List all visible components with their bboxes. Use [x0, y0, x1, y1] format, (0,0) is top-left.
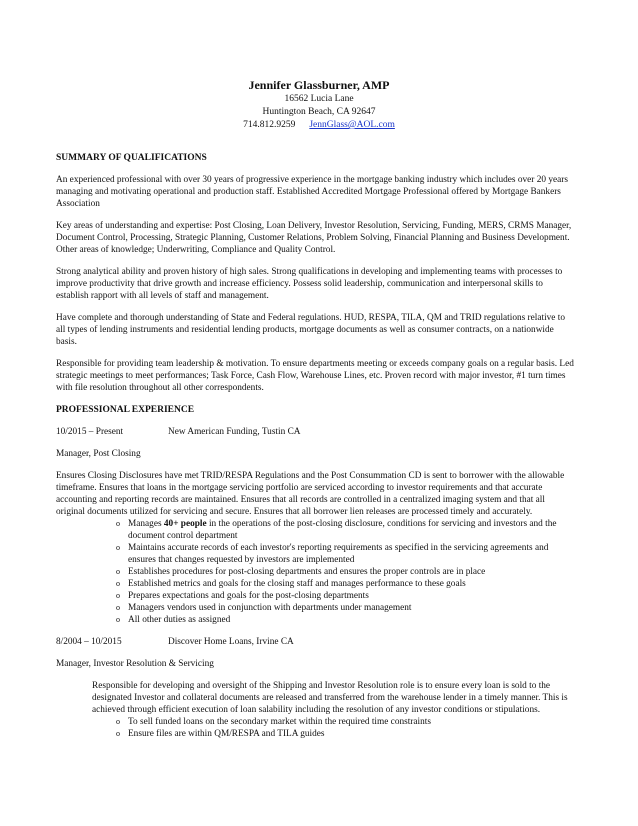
street-address: 16562 Lucia Lane [284, 94, 354, 104]
list-item: o Manages 40+ people in the operations of the post-closing disclosure, conditions for servicing and investors and the document control department [116, 519, 557, 541]
bullet-marker: o [116, 615, 120, 624]
job-summary: Responsible for developing and oversight of the Shipping and Investor Resolution role is to ensure every loan is sold to the designated Investor and collateral documents are released and transferred from the warehouse lender in a timely manner. This is achieved through efficient execution of loan salability including the resolution of any investor conditions or stipulations. [92, 681, 568, 715]
job-role: Manager, Post Closing [56, 449, 141, 459]
bullet-marker: o [116, 567, 120, 576]
bullet-marker: o [116, 519, 120, 528]
list-item: o Established metrics and goals for the closing staff and manages performance to these goals [116, 579, 466, 589]
contact-line [0, 119, 638, 132]
summary-paragraph: An experienced professional with over 30 years of progressive experience in the mortgage banking industry which includes over 20 years managing and motivating operational and production staff. Established Accredited Mortgage Professional offered by Mortgage Bankers Association [56, 175, 568, 209]
email-link[interactable]: JennGlass@AOL.com [309, 120, 395, 130]
job-header [56, 426, 576, 438]
job-role: Manager, Investor Resolution & Servicing [56, 659, 214, 669]
resume-body [56, 152, 576, 740]
job-entry [56, 636, 576, 740]
job-details [56, 680, 576, 740]
headcount-highlight: 40+ people [163, 519, 207, 529]
job-company: Discover Home Loans, Irvine CA [168, 637, 294, 647]
bullet-marker: o [116, 543, 120, 552]
job-company: New American Funding, Tustin CA [168, 427, 301, 437]
list-item: o Establishes procedures for post-closing departments and ensures the proper controls are in place [116, 567, 486, 577]
bullet-marker: o [116, 729, 120, 738]
bullet-marker: o [116, 579, 120, 588]
city-state-zip: Huntington Beach, CA 92647 [262, 107, 376, 117]
bullet-marker: o [116, 591, 120, 600]
summary-paragraph: Responsible for providing team leadership & motivation. To ensure departments meeting or exceeds company goals on a regular basis. Led strategic meetings to meet performances; Task Force, Cash Flow, Warehouse Lines, etc. Proven record with major investor, #1 turn times with file resolution throughout all other correspondents. [56, 359, 574, 393]
job-entry [56, 426, 576, 626]
resume-header [0, 78, 638, 132]
summary-paragraph: Key areas of understanding and expertise: Post Closing, Loan Delivery, Investor Resolution, Servicing, Funding, MERS, CRMS Manager, Document Control, Processing, Strategic Planning, Customer Relations, Problem Solving, Financial Planning and Business Development. Other areas of knowledge; Underwriting, Compliance and Quality Control. [56, 221, 572, 255]
list-item: o All other duties as assigned [116, 615, 231, 625]
summary-paragraph: Have complete and thorough understanding of State and Federal regulations. HUD, RESPA, TILA, QM and TRID regulations relative to all types of lending instruments and residential lending products, mortgage documents as well as consumer contracts, on a nationwide basis. [56, 313, 565, 347]
phone-number: 714.812.9259 [243, 120, 296, 130]
job-dates: 8/2004 – 10/2015 [56, 637, 122, 647]
job-header [56, 636, 576, 648]
list-item: o Ensure files are within QM/RESPA and TILA guides [116, 729, 325, 739]
candidate-name: Jennifer Glassburner, AMP [248, 78, 390, 92]
list-item: o Managers vendors used in conjunction with departments under management [116, 603, 412, 613]
job-dates: 10/2015 – Present [56, 427, 124, 437]
job-duties-list [92, 716, 576, 740]
bullet-marker: o [116, 717, 120, 726]
summary-paragraph: Strong analytical ability and proven history of high sales. Strong qualifications in developing and implementing teams with processes to improve productivity that drive growth and increase efficiency. Possess solid leadership, communication and interpersonal skills to establish rapport with all levels of staff and management. [56, 267, 563, 301]
bullet-marker: o [116, 603, 120, 612]
list-item: o Maintains accurate records of each investor's reporting requirements as specified in the servicing agreements and ensures that changes requested by investors are implemented [116, 543, 549, 565]
job-duties-list [56, 518, 576, 626]
summary-heading: SUMMARY OF QUALIFICATIONS [56, 153, 207, 163]
job-summary: Ensures Closing Disclosures have met TRID/RESPA Regulations and the Post Consummation CD is sent to borrower with the allowable timeframe. Ensures that loans in the mortgage servicing portfolio are serviced according to investor requirements and that accurate accounting and reporting records are maintained. Ensures that all records are controlled in a centralized imaging system and that all original documents utilized for servicing and secure. Ensures that all borrower lien releases are processed timely and accurately. [56, 471, 565, 517]
list-item: o To sell funded loans on the secondary market within the required time constraints [116, 717, 431, 727]
list-item: o Prepares expectations and goals for the post-closing departments [116, 591, 369, 601]
experience-heading: PROFESSIONAL EXPERIENCE [56, 405, 195, 415]
